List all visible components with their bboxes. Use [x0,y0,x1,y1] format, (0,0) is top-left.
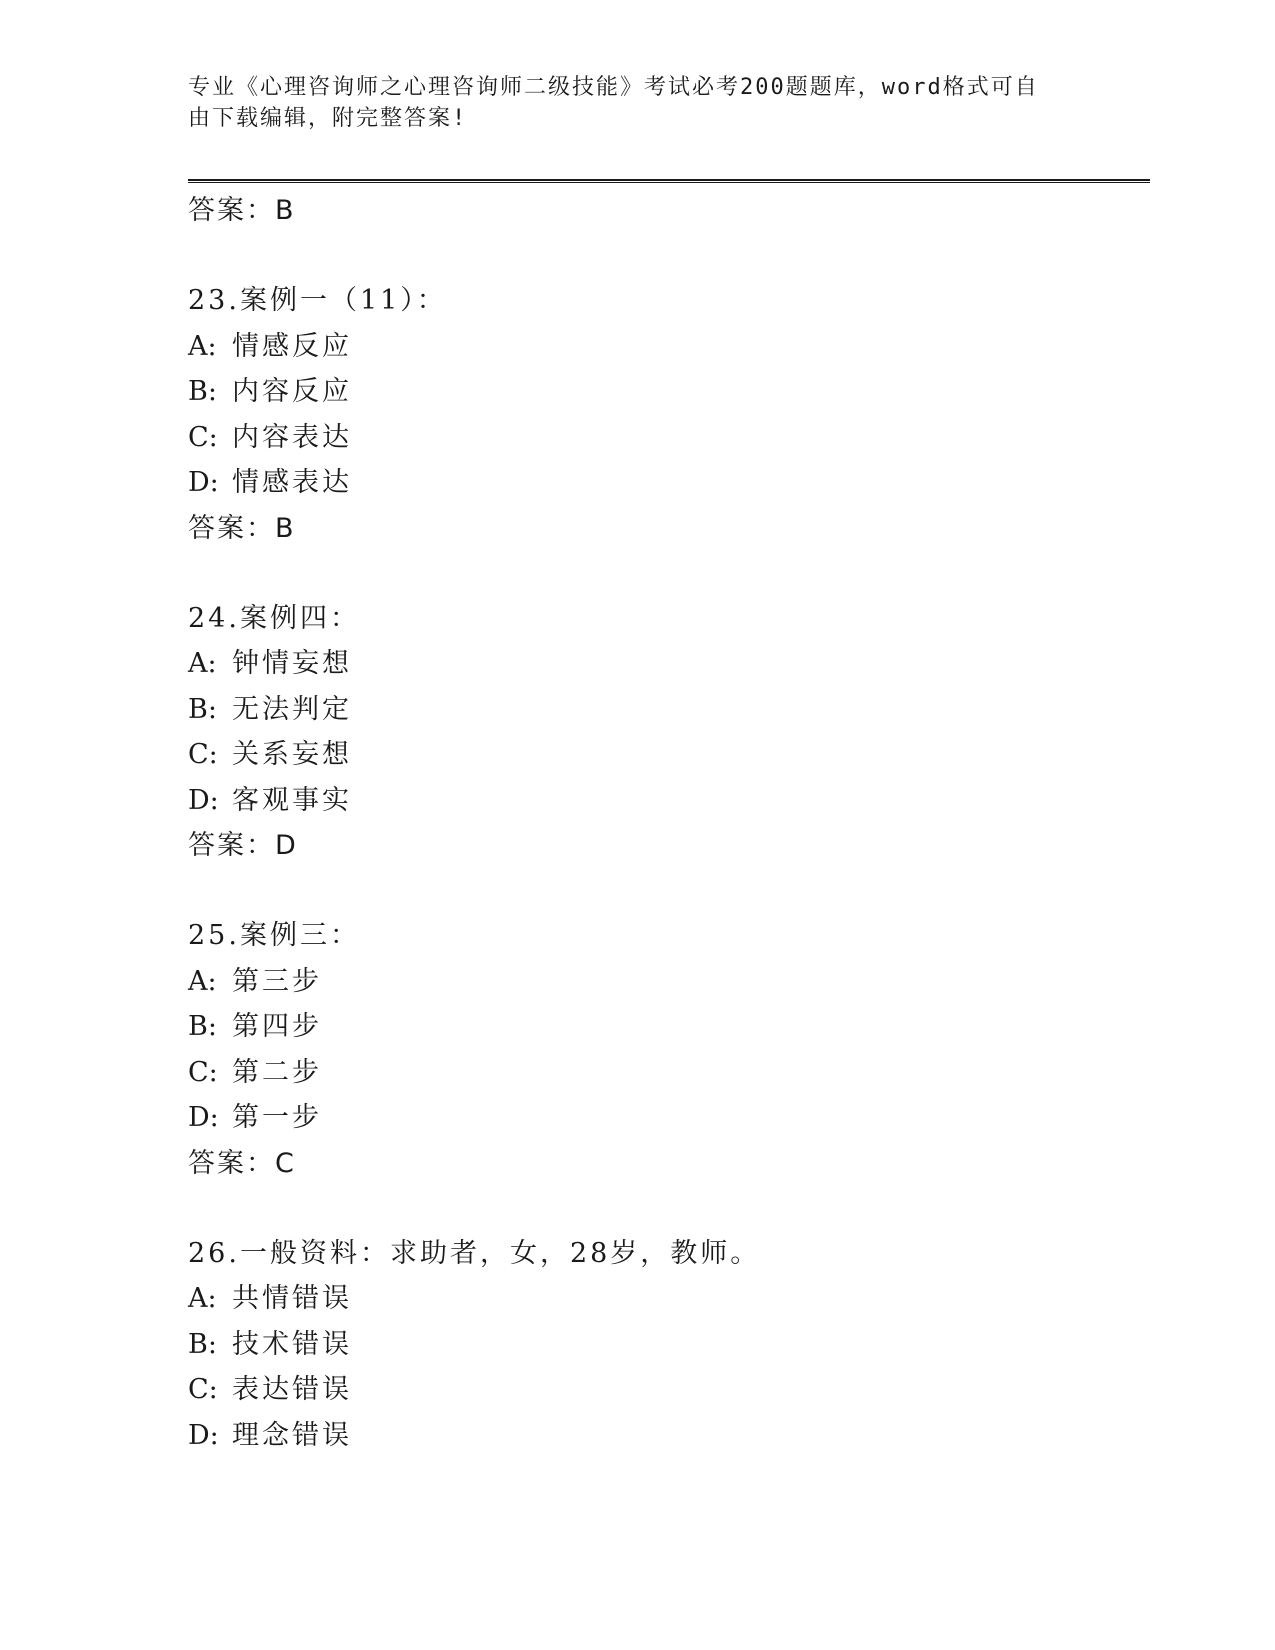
option-b [188,369,1148,415]
option-text: 情感反应 [232,330,352,362]
option-text: 理念错误 [232,1419,352,1451]
page-header [188,72,1068,134]
option-a [188,324,1148,370]
option-key: D: [188,784,219,816]
option-text: 内容反应 [232,376,352,407]
answer-line: 答案：B [188,512,296,544]
question-text: 24.案例四： [188,602,360,634]
question-text: 26.一般资料：求助者，女，28岁，教师。 [188,1237,761,1269]
spacer [188,869,1148,913]
question-block [188,278,1148,552]
header-divider [188,179,1150,183]
question-block [188,596,1148,870]
header-line-2: 由下载编辑，附完整答案! [188,106,468,131]
option-key: A: [188,648,217,679]
option-c [188,1367,1148,1413]
option-text: 客观事实 [232,784,352,816]
option-key: A: [188,965,217,997]
option-text: 第二步 [232,1056,322,1088]
answer-line: 答案：C [188,1147,296,1179]
option-text: 内容表达 [232,421,352,453]
option-text: 无法判定 [232,693,352,725]
option-a [188,959,1148,1005]
option-key: C: [188,421,218,453]
option-text: 表达错误 [232,1374,352,1405]
question-text: 23.案例一（11）： [188,285,447,316]
option-text: 关系妄想 [232,739,352,770]
option-d [188,778,1148,824]
option-c [188,415,1148,461]
option-d [188,1095,1148,1141]
option-key: C: [188,1374,218,1405]
option-key: B: [188,376,217,407]
option-key: C: [188,1056,218,1088]
option-key: D: [188,1419,219,1451]
spacer [188,552,1148,596]
option-key: A: [188,1283,217,1314]
option-text: 第一步 [232,1102,322,1133]
option-text: 第三步 [232,965,322,997]
option-d [188,460,1148,506]
question-block [188,913,1148,1187]
option-key: D: [188,1102,219,1133]
option-a [188,641,1148,687]
option-key: B: [188,1328,217,1360]
option-b [188,1004,1148,1050]
option-key: C: [188,739,218,770]
option-text: 技术错误 [232,1328,352,1360]
option-text: 钟情妄想 [232,648,352,679]
option-c [188,732,1148,778]
question-block [188,1231,1148,1459]
option-text: 情感表达 [232,467,352,498]
answer-line: 答案：B [188,195,296,226]
question-text: 25.案例三： [188,920,360,951]
option-d [188,1413,1148,1459]
question-list [188,188,1148,1458]
spacer [188,1187,1148,1231]
option-b [188,1322,1148,1368]
option-c [188,1050,1148,1096]
option-key: A: [188,330,217,362]
option-text: 共情错误 [232,1283,352,1314]
header-line-1: 专业《心理咨询师之心理咨询师二级技能》考试必考200题题库，word格式可自 [188,75,1039,100]
option-b [188,687,1148,733]
option-key: B: [188,1011,217,1042]
option-key: B: [188,693,217,725]
option-a [188,1276,1148,1322]
spacer [188,234,1148,278]
option-text: 第四步 [232,1011,322,1042]
option-key: D: [188,467,219,498]
answer-line: 答案：D [188,830,298,861]
